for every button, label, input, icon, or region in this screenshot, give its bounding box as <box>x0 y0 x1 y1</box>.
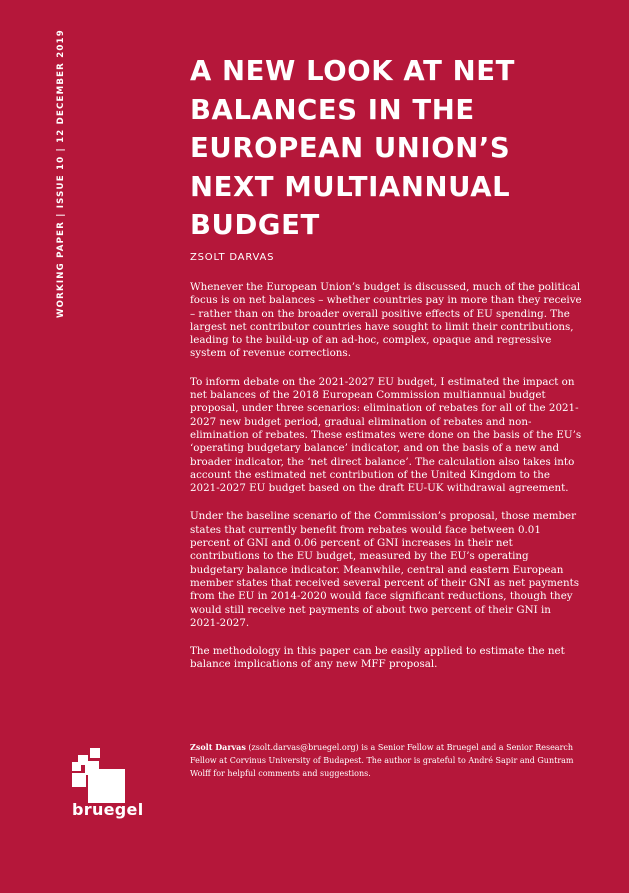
author-footnote <box>190 741 582 780</box>
abstract <box>190 281 582 687</box>
footnote-author-name: Zsolt Darvas <box>190 742 246 752</box>
footnote-text: (zsolt.darvas@bruegel.org) is a Senior Fellow at Bruegel and a Senior Research Fellow at Corvinus University of Budapest. The author is grateful to André Sapir and Guntram Wolff for helpful comments and suggestions. <box>190 743 574 778</box>
abstract-paragraph: To inform debate on the 2021-2027 EU budget, I estimated the impact on net balances of the 2018 European Commission multiannual budget proposal, under three scenarios: elimination of rebates for all of the 2021-2027 new budget period, gradual elimination of rebates and non-elimination of rebates. These estimates were done on the basis of the EU’s ‘operating budgetary balance’ indicator, and on the basis of a new and broader indicator, the ‘net direct balance’. The calculation also takes into account the estimated net contribution of the United Kingdom to the 2021-2027 EU budget based on the draft EU-UK withdrawal agreement. <box>190 375 582 495</box>
document-meta-label: WORKING PAPER | ISSUE 10 | 12 DECEMBER 2019 <box>56 29 66 318</box>
abstract-paragraph: Whenever the European Union’s budget is discussed, much of the political focus is on net balances – whether countries pay in more than they receive – rather than on the broader overall positive effects of EU spending. The largest net contributor countries have sought to limit their contributions, leading to the build-up of an ad-hoc, complex, opaque and regressive system of revenue corrections. <box>190 281 582 360</box>
abstract-paragraph: Under the baseline scenario of the Commission’s proposal, those member states that currently benefit from rebates would face between 0.01 percent of GNI and 0.06 percent of GNI increases in their net contributions to the EU budget, measured by the EU’s operating budgetary balance indicator. Meanwhile, central and eastern European member states that received several percent of their GNI as net payments from the EU in 2014-2020 would face significant reductions, though they would still receive net payments of about two percent of their GNI in 2021-2027. <box>190 510 580 629</box>
abstract-paragraph: The methodology in this paper can be easily applied to estimate the net balance implications of any new MFF proposal. <box>190 645 565 671</box>
paper-title: A NEW LOOK AT NET BALANCES IN THE EUROPEAN UNION’S NEXT MULTIANNUAL BUDGET <box>190 55 515 241</box>
author-name: ZSOLT DARVAS <box>190 252 275 263</box>
bruegel-logo-text: bruegel <box>72 800 144 819</box>
